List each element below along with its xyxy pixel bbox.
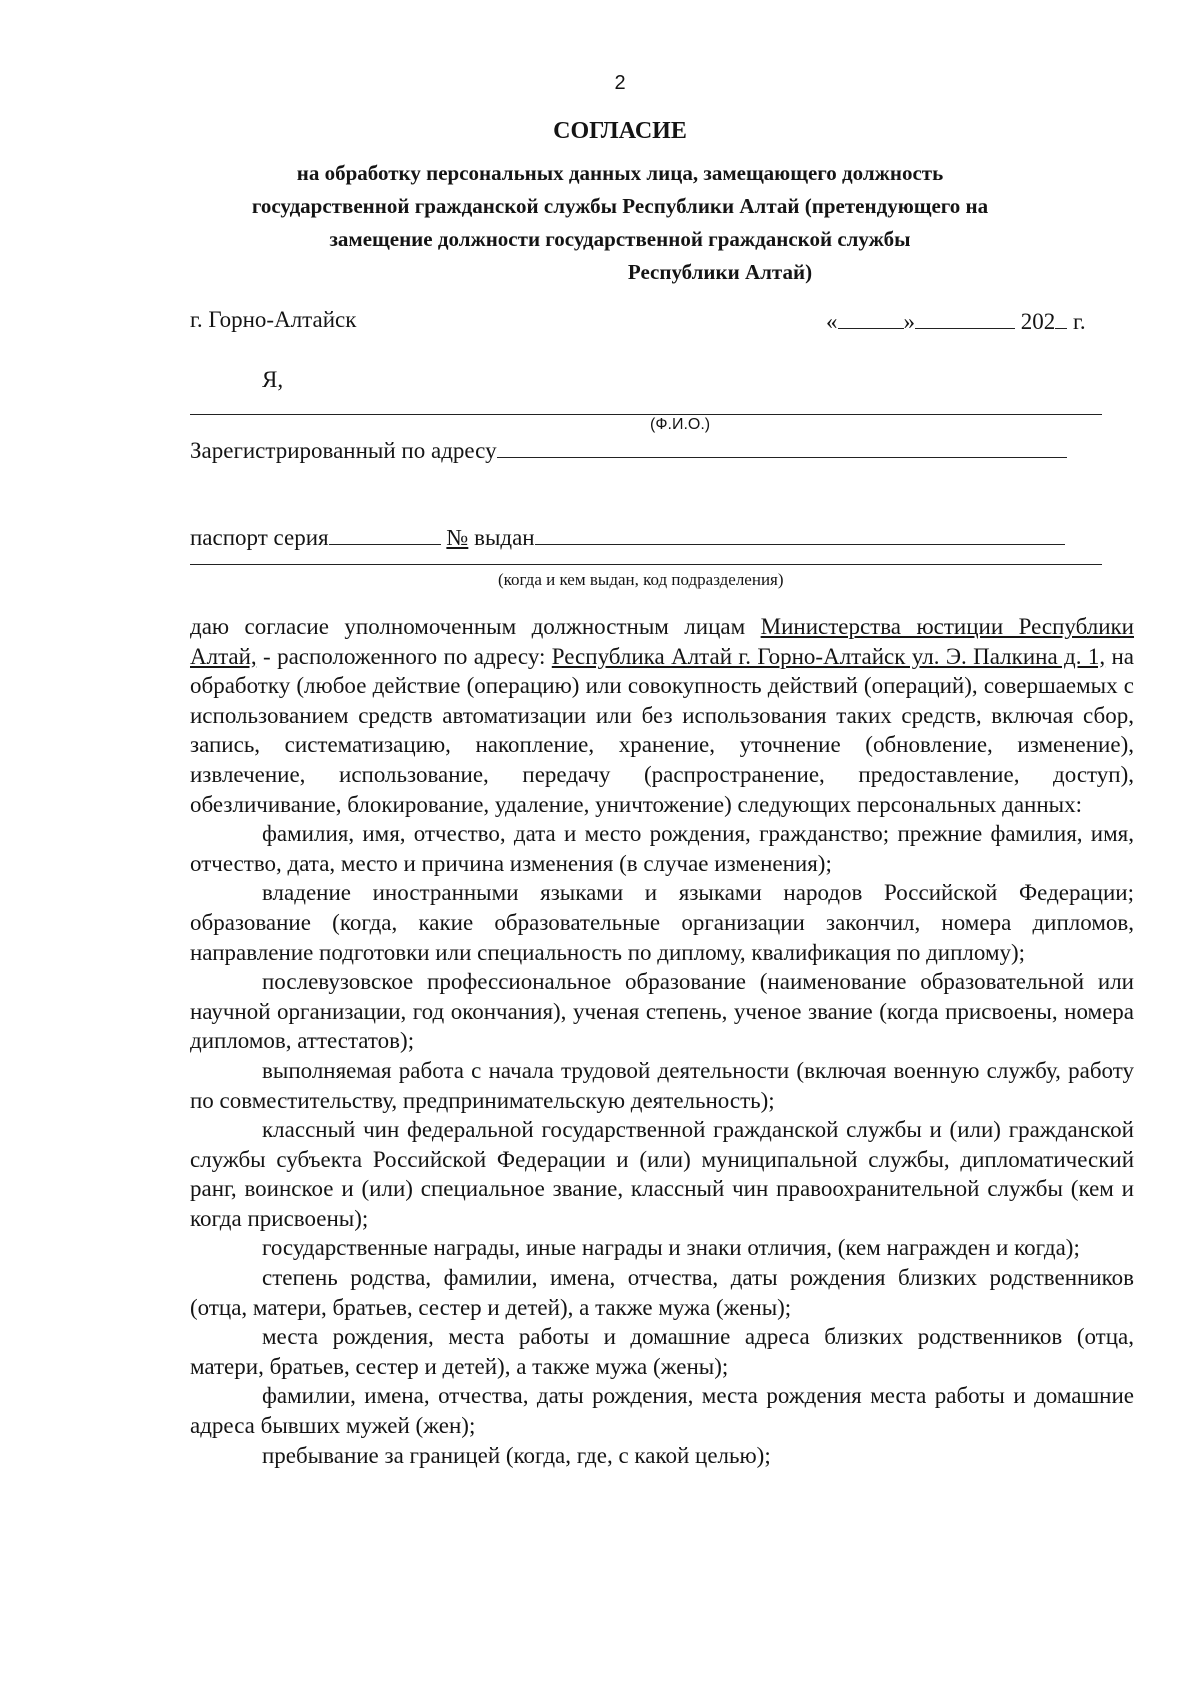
data-item: степень родства, фамилии, имена, отчества, даты рождения близких родственников (отца, матери, братьев, сестер и детей), а также мужа (жены);: [190, 1265, 1134, 1320]
address-row: [190, 435, 1067, 465]
consent-paragraph: [190, 612, 1134, 819]
passport-number-label: №: [446, 525, 469, 550]
fio-line[interactable]: [190, 414, 1102, 415]
issued-label: выдан: [474, 525, 535, 550]
consent-address-intro: - расположенного по адресу:: [256, 643, 552, 669]
year-suffix: г.: [1073, 309, 1086, 334]
fio-caption: (Ф.И.О.): [650, 416, 711, 433]
document-title: СОГЛАСИЕ: [553, 118, 687, 144]
passport-row: [190, 522, 1065, 552]
data-item: владение иностранными языками и языками народов Российской Федерации; образование (когда, какие образовательные организации закончил, номера дипломов, направление подготовки или специальность по диплому, квалификация по диплому);: [190, 880, 1134, 965]
issued-caption: (когда и кем выдан, код подразделения): [498, 570, 784, 589]
data-item: места рождения, места работы и домашние адреса близких родственников (отца, матери, братьев, сестер и детей), а также мужа (жены);: [190, 1324, 1134, 1379]
data-item: выполняемая работа с начала трудовой деятельности (включая военную службу, работу по совместительству, предпринимательскую деятельность);: [190, 1057, 1134, 1113]
consent-organization: Министерства юстиции Республики Алтай,: [190, 614, 1134, 669]
passport-series-label: паспорт серия: [190, 525, 329, 550]
subtitle-line-4: Республики Алтай): [627, 260, 813, 284]
subtitle-line-3: замещение должности государственной гражданской службы: [329, 227, 911, 251]
passport-series-blank[interactable]: [329, 522, 441, 545]
consent-intro: даю согласие уполномоченным должностным лицам: [190, 614, 761, 639]
month-blank[interactable]: [915, 306, 1015, 329]
date-field: [826, 306, 1086, 336]
data-item: фамилия, имя, отчество, дата и место рождения, гражданство; прежние фамилия, имя, отчество, дата, место и причина изменения (в случае изменения);: [190, 821, 1134, 876]
data-item: фамилии, имена, отчества, даты рождения, места рождения места работы и домашние адреса бывших мужей (жен);: [190, 1383, 1134, 1439]
city: г. Горно-Алтайск: [190, 307, 357, 332]
consent-address: Республика Алтай г. Горно-Алтайск ул. Э. Палкина д. 1,: [551, 643, 1106, 669]
issued-line[interactable]: [190, 564, 1102, 565]
consent-scope: на обработку (любое действие (операцию) или совокупность действий (операций), совершаемых с использованием средств автоматизации или без использования таких средств, включая сбор, запись, систематизацию, накопление, хранение, уточнение (обновление, изменение), извлечение, использование, передачу (распространение, предоставление, доступ), обезличивание, блокирование, удаление, уничтожение) следующих персональных данных:: [190, 643, 1134, 817]
subtitle-line-1: на обработку персональных данных лица, замещающего должность: [296, 161, 944, 185]
year-prefix: 202: [1020, 309, 1056, 334]
ya-label: Я,: [262, 367, 284, 392]
date-open-quote: «: [826, 309, 838, 334]
day-blank[interactable]: [838, 306, 904, 329]
address-label: Зарегистрированный по адресу: [190, 438, 497, 463]
data-item: классный чин федеральной государственной гражданской службы и (или) гражданской службы субъекта Российской Федерации и (или) муниципальной службы, дипломатический ранг, воинское и (или) специальное звание, классный чин правоохранительной службы (кем и когда присвоены);: [190, 1117, 1134, 1231]
consent-body: [190, 612, 1134, 1470]
data-item: послевузовское профессиональное образование (наименование образовательной или научной организации, год окончания), ученая степень, ученое звание (когда присвоены, номера дипломов, аттестатов);: [190, 969, 1134, 1054]
date-close-quote: »: [903, 309, 915, 334]
page-number: 2: [614, 72, 626, 94]
year-blank[interactable]: [1055, 306, 1067, 329]
subtitle-line-2: государственной гражданской службы Республики Алтай (претендующего на: [251, 194, 989, 218]
issued-blank[interactable]: [535, 522, 1065, 545]
data-item: пребывание за границей (когда, где, с какой целью);: [262, 1442, 771, 1468]
data-item: государственные награды, иные награды и знаки отличия, (кем награжден и когда);: [262, 1235, 1080, 1261]
address-blank[interactable]: [497, 435, 1067, 458]
